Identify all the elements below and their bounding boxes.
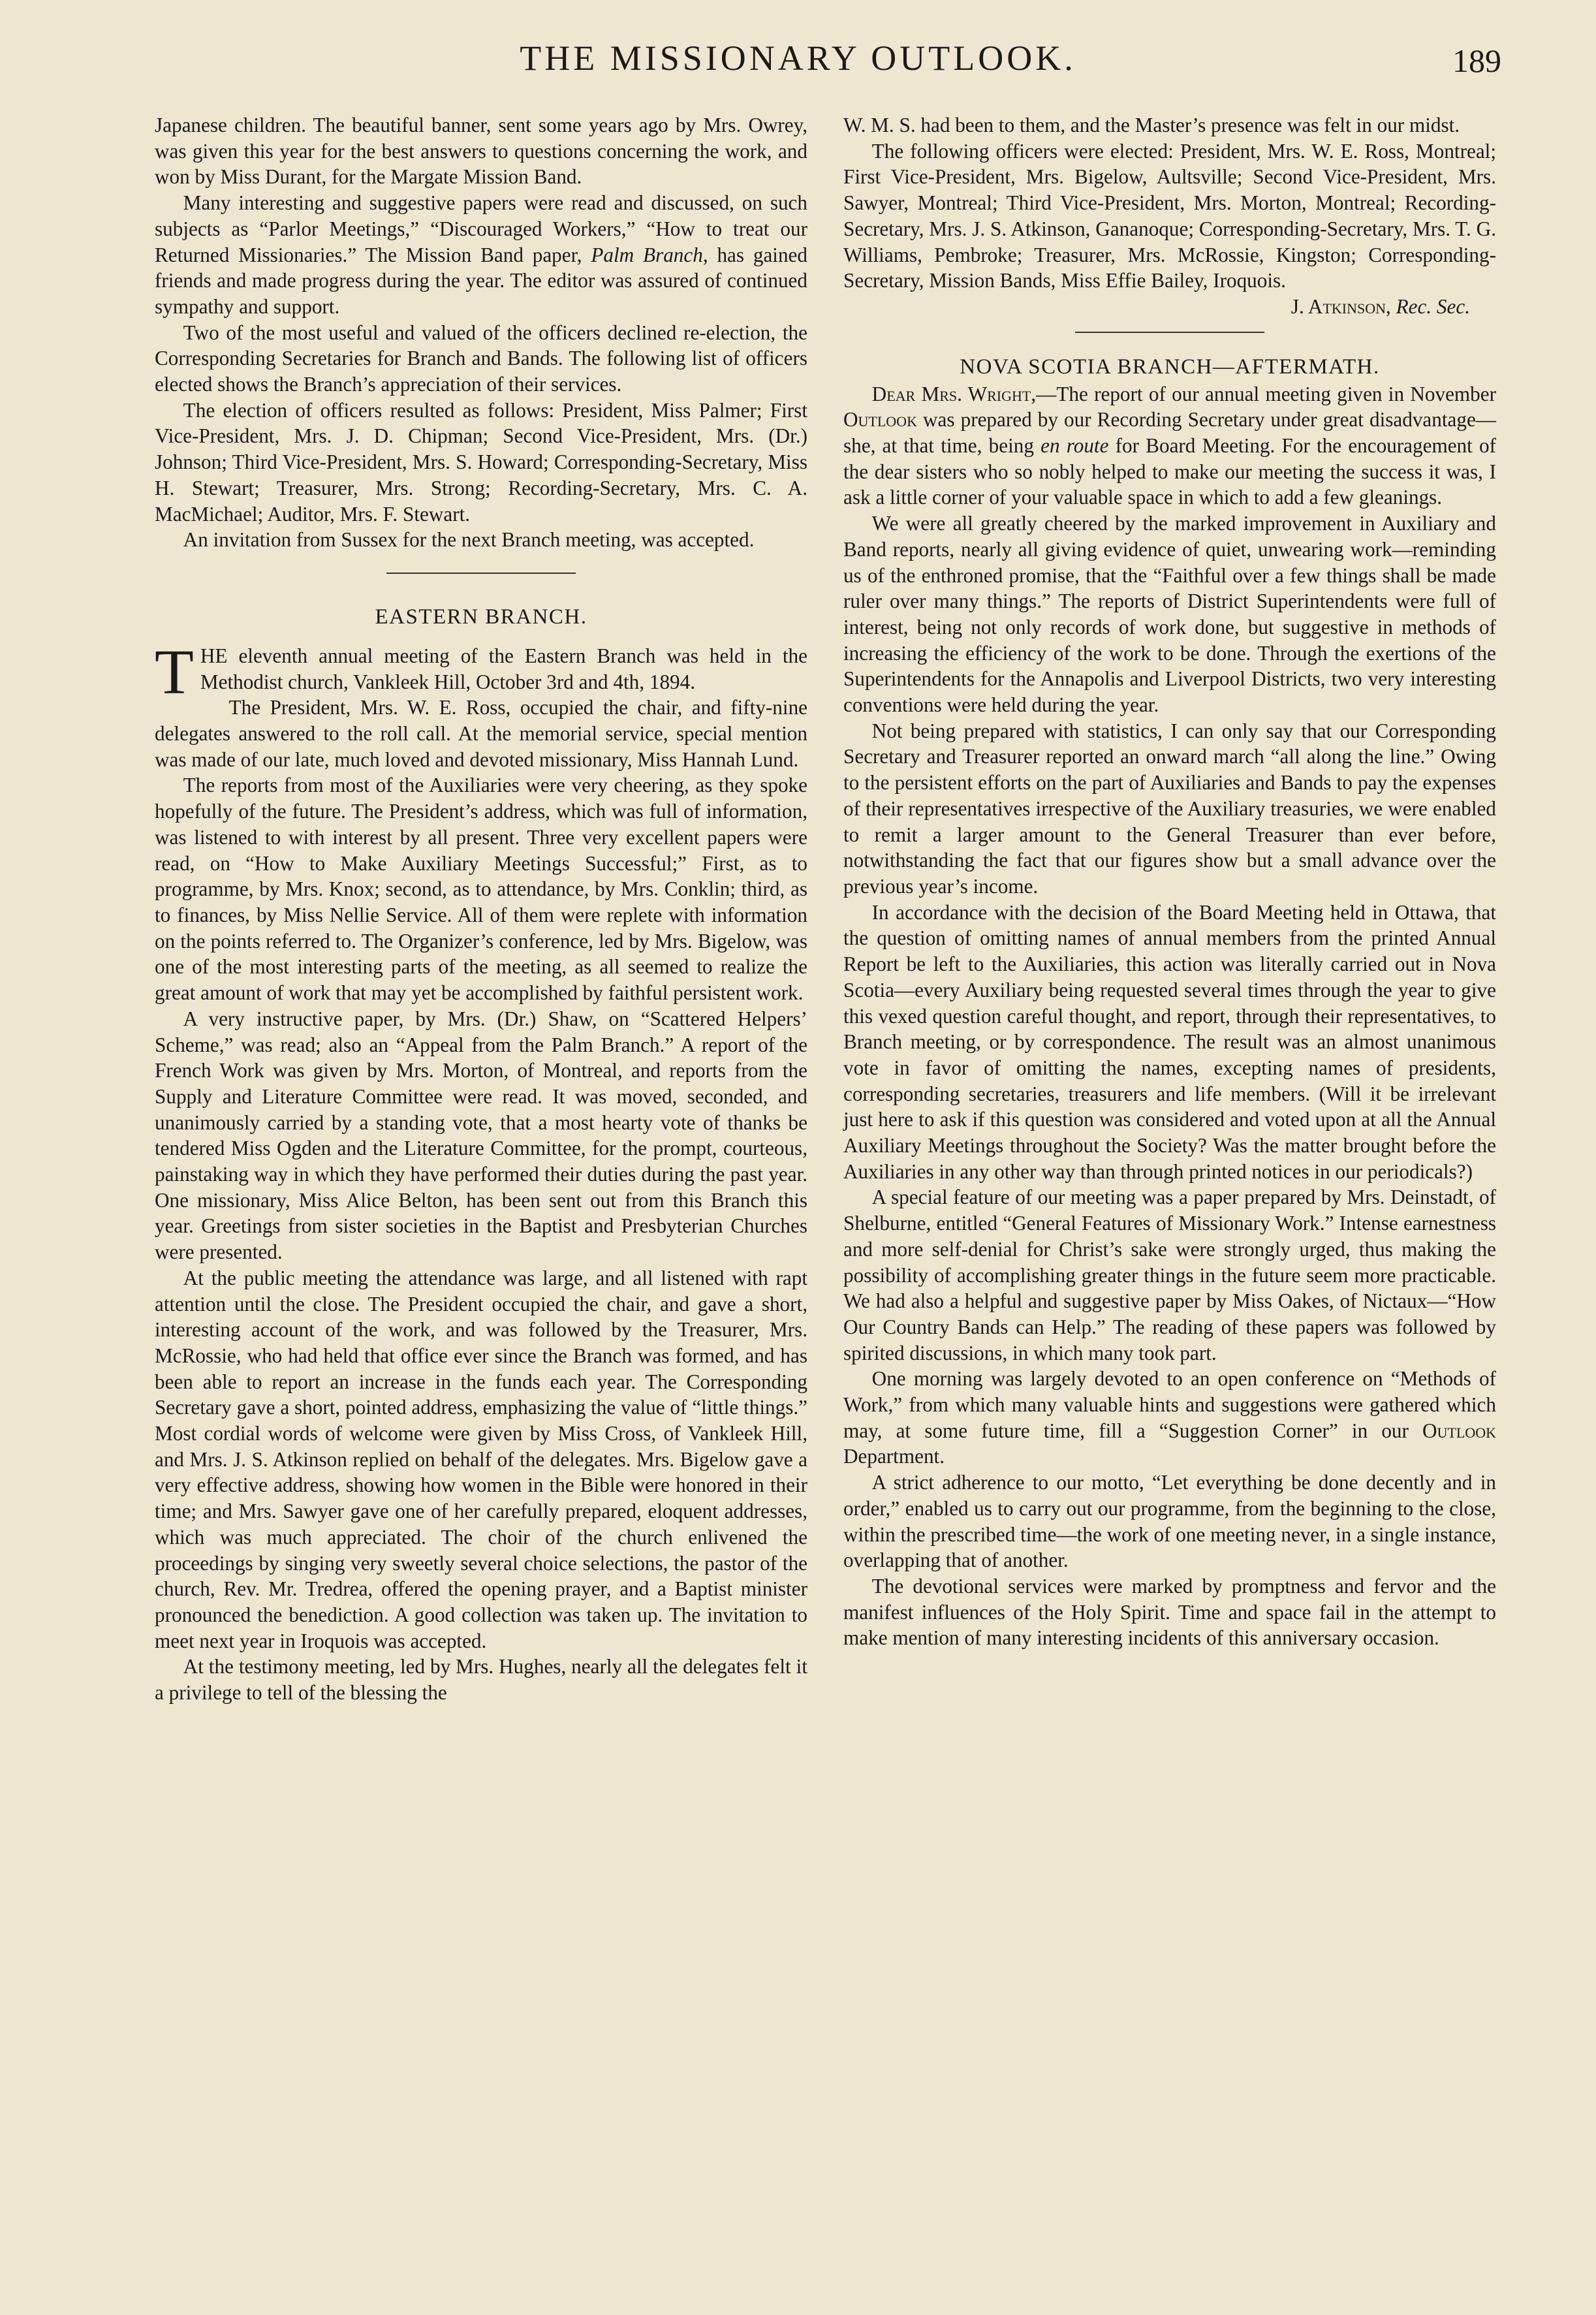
paragraph xyxy=(843,1366,1496,1470)
paragraph: An invitation from Sussex for the next Branch meeting, was accepted. xyxy=(183,528,755,552)
text-run: HE eleventh annual meeting of the Eastern Branch was held in the Methodist church, Vankleek Hill, October 3rd and 4th, 1894. xyxy=(200,644,807,693)
paragraph xyxy=(155,190,807,320)
italic-phrase: en route xyxy=(1041,434,1109,458)
page-header xyxy=(0,38,1596,90)
text-run: One morning was largely devoted to an open conference on “Methods of Work,” from which many valuable hints and suggestions were gathered which may, at some future time, fill a “Suggestion Corner” in our xyxy=(843,1367,1496,1442)
paragraph: A very instructive paper, by Mrs. (Dr.) Shaw, on “Scattered Helpers’ Scheme,” was read; also an “Appeal from the Palm Branch.” A report of the French Work was given by Mrs. Morton, of Montreal, and reports from the Supply and Literature Committee were read. It was moved, seconded, and unanimously carried by a standing vote, that a most hearty vote of thanks be tendered Miss Ogden and the Literature Committee, for the prompt, courteous, painstaking way in which they have performed their duties during the past year. One missionary, Miss Alice Belton, has been sent out from this Branch this year. Greetings from sister societies in the Baptist and Presbyterian Churches were presented. xyxy=(155,1007,807,1264)
text-run: Many interesting and suggestive papers were read and discussed, on such subjects as “Parlor Meetings,” “Discouraged Workers,” “How to treat our Returned Missionaries.” The Mission Band paper, xyxy=(155,191,807,266)
periodical-name: Outlook xyxy=(1422,1419,1496,1442)
paragraph: The election of officers resulted as follows: President, Miss Palmer; First Vice-President, Mrs. J. D. Chipman; Second Vice-President, Mrs. (Dr.) Johnson; Third Vice-President, Mrs. S. Howard; Corresponding-Secretary, Miss H. Stewart; Treasurer, Mrs. Strong; Recording-Secretary, Mrs. C. A. MacMichael; Auditor, Mrs. F. Stewart. xyxy=(155,398,807,526)
paragraph: The devotional services were marked by promptness and fervor and the manifest influences of the Holy Spirit. Time and space fail in the attempt to make mention of many interesting incidents of this anniversary occasion. xyxy=(843,1574,1496,1650)
paragraph: The following officers were elected: President, Mrs. W. E. Ross, Montreal; First Vice-President, Mrs. Bigelow, Aultsville; Second Vice-President, Mrs. Sawyer, Montreal; Third Vice-President, Mrs. Morton, Montreal; Recording-Secretary, Mrs. J. S. Atkinson, Gananoque; Corresponding-Secretary, Mrs. T. G. Williams, Pembroke; Treasurer, Mrs. McRossie, Kingston; Corresponding-Secretary, Mission Bands, Miss Effie Bailey, Iroquois. xyxy=(843,139,1496,292)
text-run: —The report of our annual meeting given in November xyxy=(1036,382,1497,405)
signature-title: Rec. Sec. xyxy=(1396,294,1470,318)
salutation: Dear Mrs. Wright, xyxy=(871,382,1037,405)
paragraph: The reports from most of the Auxiliaries were very cheering, as they spoke hopefully of the future. The President’s address, which was full of information, was listened to with interest by all present. Three very excellent papers were read, on “How to Make Auxiliary Meetings Successful;” First, as to programme, by Mrs. Knox; second, as to attendance, by Mrs. Conklin; third, as to finances, by Miss Nellie Service. All of them were replete with information on the points referred to. The Organizer’s conference, led by Mrs. Bigelow, was one of the most interesting parts of the meeting, as all seemed to realize the great amount of work that may yet be accomplished by faithful persistent work. xyxy=(155,774,807,1005)
running-title: THE MISSIONARY OUTLOOK. xyxy=(520,39,1076,78)
paragraph: The President, Mrs. W. E. Ross, occupied the chair, and fifty-nine delegates answered to the roll call. At the memorial service, special mention was made of our late, much loved and devoted missionary, Miss Hannah Lund. xyxy=(155,696,807,771)
left-column xyxy=(155,112,807,1706)
paragraph: W. M. S. had been to them, and the Master’s presence was felt in our midst. xyxy=(843,114,1460,136)
paragraph: Two of the most useful and valued of the officers declined re-election, the Corresponding Secretaries for Branch and Bands. The following list of officers elected shows the Branch’s appreciation of their services. xyxy=(155,321,807,396)
text-run: for Board Meeting. For the encouragement of the dear sisters who so nobly helped to make our meeting the success it was, I ask a little corner of your valuable space in which to add a few gleanings. xyxy=(843,434,1496,509)
text-run: , has gained friends and made progress during the year. The editor was assured of continued sympathy and support. xyxy=(155,243,807,318)
page-number: 189 xyxy=(1452,42,1501,79)
signature xyxy=(843,294,1496,320)
paragraph: We were all greatly cheered by the marked improvement in Auxiliary and Band reports, nearly all giving evidence of quiet, unwearing work—reminding us of the enthroned promise, that the “Faithful over a few things shall be made ruler over many things.” The reports of District Superintendents were full of interest, being not only records of work done, but suggestive in methods of increasing the efficiency of the work to be done. Through the exertions of the Superintendents for the Annapolis and Liverpool Districts, two very interesting conventions were held during the year. xyxy=(843,512,1496,717)
text-run: Department. xyxy=(843,1445,945,1468)
paragraph xyxy=(843,381,1496,511)
paragraph: In accordance with the decision of the Board Meeting held in Ottawa, that the question of omitting names of annual members from the printed Annual Report be left to the Auxiliaries, this action was literally carried out in Nova Scotia—every Auxiliary being requested several times through the year to give this vexed question careful thought, and report, through their representatives, to Branch meeting, or by correspondence. The result was an almost unanimous vote in favor of omitting the names, excepting names of presidents, corresponding secretaries, treasurers and life members. (Will it be irrelevant just here to ask if this question was considered and voted upon at all the Annual Auxiliary Meetings throughout the Society? Was the matter brought before the Auxiliaries in any other way than through printed notices in our periodicals?) xyxy=(843,900,1496,1183)
paragraph: A strict adherence to our motto, “Let everything be done decently and in order,” enabled us to carry out our programme, from the beginning to the close, within the prescribed time—the work of one meeting never, in a single instance, overlapping that of another. xyxy=(843,1471,1496,1572)
paragraph xyxy=(155,637,807,708)
text-run: was prepared by our Recording Secretary under great disadvantage—she, at that time, being xyxy=(843,408,1496,458)
paragraph: At the testimony meeting, led by Mrs. Hughes, nearly all the delegates felt it a privilege to tell of the blessing the xyxy=(155,1655,807,1705)
section-heading-eastern-branch: EASTERN BRANCH. xyxy=(375,605,587,629)
drop-cap: T xyxy=(155,637,194,708)
paragraph: Japanese children. The beautiful banner, sent some years ago by Mrs. Owrey, was given this year for the best answers to questions concerning the work, and won by Miss Durant, for the Margate Mission Band. xyxy=(155,114,807,189)
paragraph: At the public meeting the attendance was large, and all listened with rapt attention until the close. The President occupied the chair, and gave a short, interesting account of the work, and was followed by the Treasurer, Mrs. McRossie, who had held that office ever since the Branch was formed, and has been able to report an increase in the funds each year. The Corresponding Secretary gave a short, pointed address, emphasizing the value of “little things.” Most cordial words of welcome were given by Miss Cross, of Vankleek Hill, and Mrs. J. S. Atkinson replied on behalf of the delegates. Mrs. Bigelow gave a very effective address, showing how women in the Bible were honored in their time; and Mrs. Sawyer gave one of her carefully prepared, eloquent addresses, which was much appreciated. The choir of the church enlivened the proceedings by singing very sweetly several choice selections, the pastor of the church, Rev. Mr. Tredrea, offered the opening prayer, and a Baptist minister pronounced the benediction. A good collection was taken up. The invitation to meet next year in Iroquois was accepted. xyxy=(155,1266,807,1652)
paragraph: A special feature of our meeting was a paper prepared by Mrs. Deinstadt, of Shelburne, entitled “General Features of Missionary Work.” Intense earnestness and more self-denial for Christ’s sake were strongly urged, thus making the possibility of accomplishing greater things in the future seem more practicable. We had also a helpful and suggestive paper by Miss Oakes, of Nictaux—“How Our Country Bands can Help.” The reading of these papers was followed by spirited discussions, in which many took part. xyxy=(843,1186,1496,1364)
periodical-name: Outlook xyxy=(843,408,917,432)
signature-name: J. Atkinson, xyxy=(1291,294,1391,318)
section-heading-nova-scotia-branch: NOVA SCOTIA BRANCH—AFTERMATH. xyxy=(960,354,1380,379)
paragraph: Not being prepared with statistics, I can only say that our Corresponding Secretary and Treasurer reported an onward march “all along the line.” Owing to the persistent efforts on the part of Auxiliaries and Bands to pay the expenses of their representatives irrespective of the Auxiliary treasuries, we were enabled to remit a larger amount to the General Treasurer than ever before, notwithstanding the fact that our figures show but a small advance over the previous year’s income. xyxy=(843,719,1496,898)
periodical-title: Palm Branch xyxy=(591,243,703,266)
right-column xyxy=(843,112,1496,1651)
